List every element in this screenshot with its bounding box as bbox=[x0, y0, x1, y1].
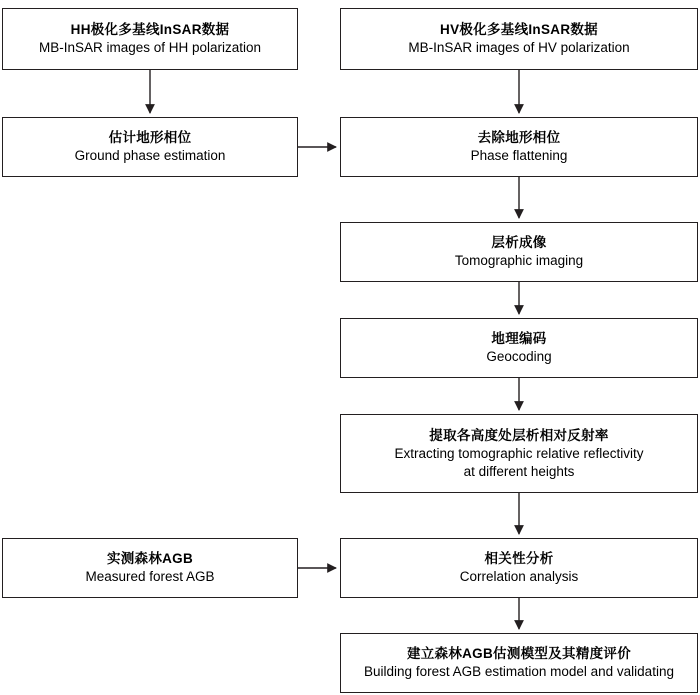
node-phase-flattening bbox=[340, 117, 698, 177]
node-geocoding-title-en: Geocoding bbox=[486, 349, 552, 364]
node-ground-phase-estimation-title-cn: 估计地形相位 bbox=[108, 129, 192, 145]
node-tomographic-imaging-title-cn: 层析成像 bbox=[491, 234, 547, 250]
node-extract-reflectivity bbox=[340, 414, 698, 493]
node-hv-input-title-en: MB-InSAR images of HV polarization bbox=[408, 40, 630, 55]
node-hh-input bbox=[2, 8, 298, 70]
node-ground-phase-estimation-title-en: Ground phase estimation bbox=[74, 148, 226, 163]
node-correlation-analysis bbox=[340, 538, 698, 598]
node-hv-input-title-cn: HV极化多基线InSAR数据 bbox=[440, 21, 598, 37]
node-extract-reflectivity-title-en-line1: Extracting tomographic relative reflectivity bbox=[394, 446, 644, 462]
node-agb-model-title-en: Building forest AGB estimation model and validating bbox=[364, 664, 674, 679]
node-measured-agb-title-en: Measured forest AGB bbox=[85, 569, 215, 584]
node-hv-input bbox=[340, 8, 698, 70]
node-geocoding bbox=[340, 318, 698, 378]
node-phase-flattening-title-en: Phase flattening bbox=[470, 148, 568, 163]
node-measured-agb-title-cn: 实测森林AGB bbox=[106, 550, 194, 566]
node-agb-model-title-cn: 建立森林AGB估测模型及其精度评价 bbox=[406, 645, 632, 661]
node-hh-input-title-en: MB-InSAR images of HH polarization bbox=[38, 40, 262, 55]
node-ground-phase-estimation bbox=[2, 117, 298, 177]
node-agb-model bbox=[340, 633, 698, 693]
node-measured-agb bbox=[2, 538, 298, 598]
node-hh-input-title-cn: HH极化多基线InSAR数据 bbox=[70, 21, 230, 37]
node-correlation-analysis-title-cn: 相关性分析 bbox=[484, 550, 554, 566]
node-extract-reflectivity-title-cn: 提取各高度处层析相对反射率 bbox=[429, 427, 609, 443]
node-geocoding-title-cn: 地理编码 bbox=[491, 330, 547, 346]
node-tomographic-imaging-title-en: Tomographic imaging bbox=[454, 253, 584, 268]
node-tomographic-imaging bbox=[340, 222, 698, 282]
node-phase-flattening-title-cn: 去除地形相位 bbox=[477, 129, 561, 145]
node-correlation-analysis-title-en: Correlation analysis bbox=[459, 569, 579, 584]
node-extract-reflectivity-title-en-line2: at different heights bbox=[463, 463, 575, 479]
